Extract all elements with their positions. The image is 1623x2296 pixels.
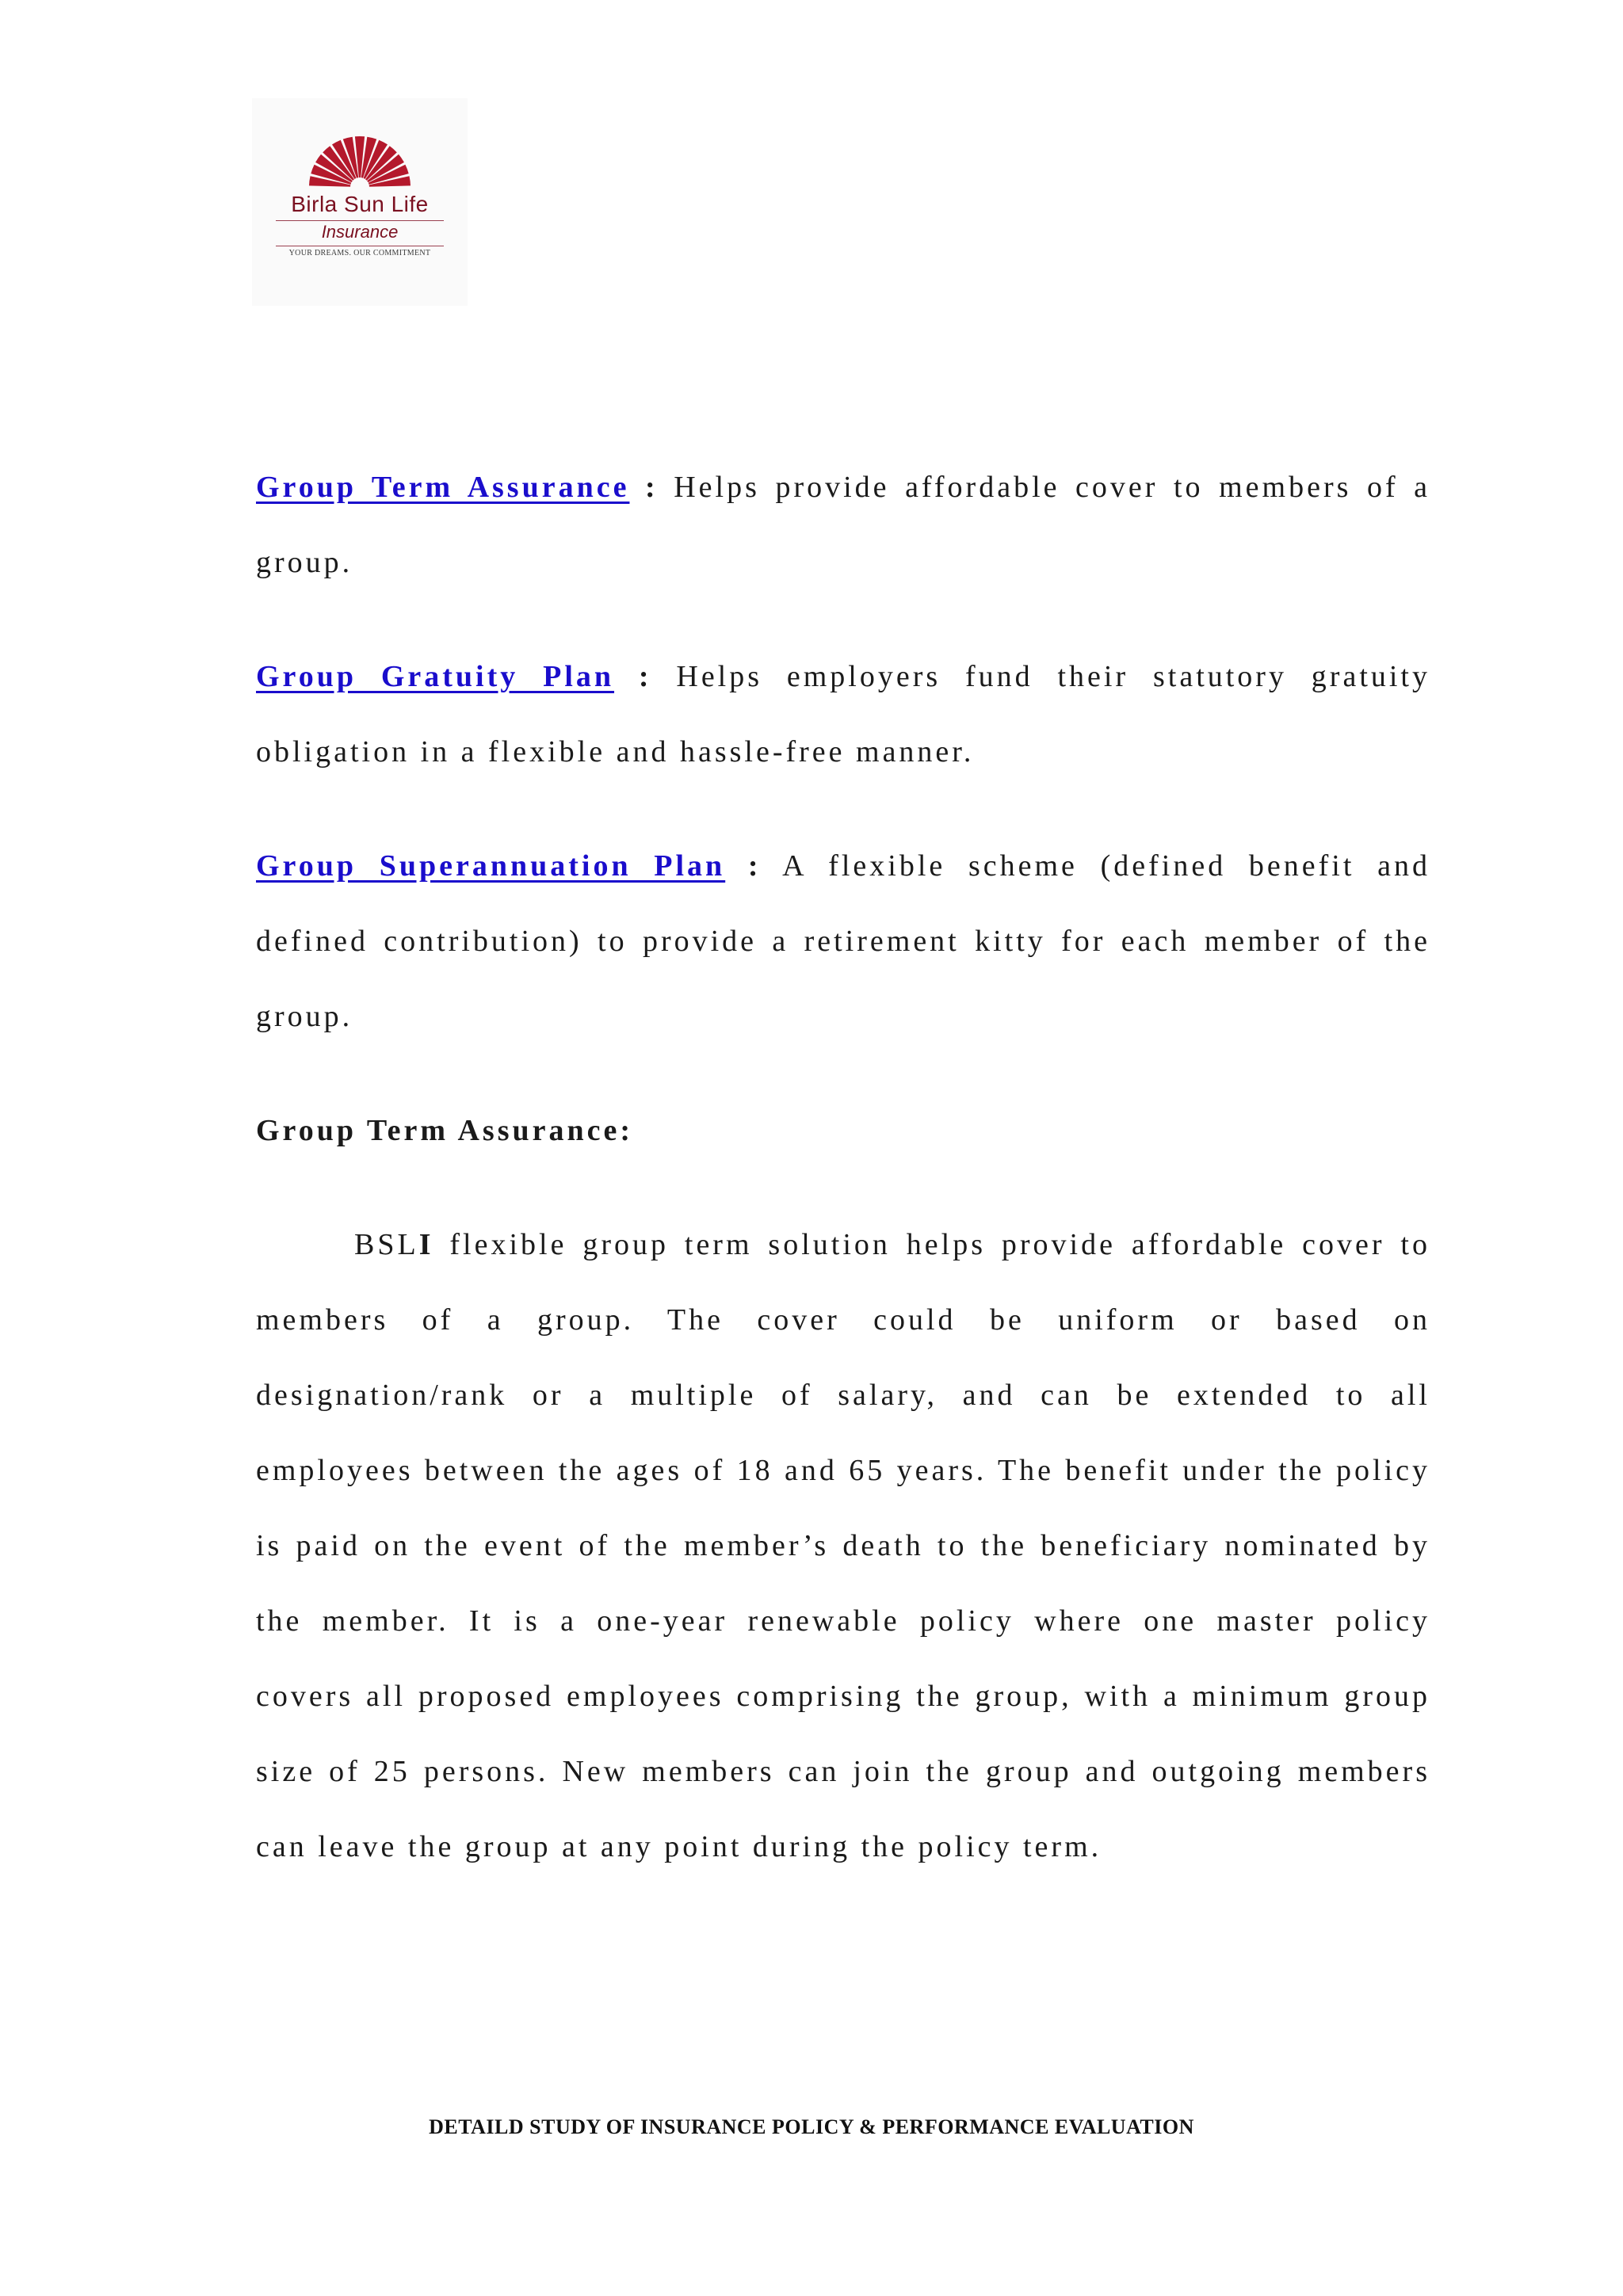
document-body: [256, 450, 1430, 1885]
plan-link-group-superannuation[interactable]: Group Superannuation Plan: [256, 849, 726, 883]
body-text: flexible group term solution helps provide affordable cover to members of a group. The cover could be uniform or based on designation/rank or a multiple of salary, and can be extended to all employees between the ages of 18 and 65 years. The benefit under the policy is paid on the event of the member’s death to the beneficiary nominated by the member. It is a one-year renewable policy where one master policy covers all proposed employees comprising the group, with a minimum group size of 25 persons. New members can join the group and outgoing members can leave the group at any point during the policy term.: [256, 1228, 1430, 1863]
section-heading: Group Term Assurance:: [256, 1114, 634, 1147]
body-bold-letter: I: [418, 1228, 434, 1261]
logo-tagline: YOUR DREAMS. OUR COMMITMENT: [288, 249, 431, 257]
section-body-paragraph: [256, 1207, 1430, 1885]
plan-group-term: [256, 450, 1430, 601]
plan-group-gratuity: [256, 639, 1430, 790]
plan-separator: :: [747, 849, 762, 883]
logo-brand-sub: Insurance: [321, 222, 399, 242]
plan-separator: :: [638, 660, 652, 693]
plan-link-group-term[interactable]: Group Term Assurance: [256, 471, 630, 504]
body-prefix: BSL: [354, 1228, 419, 1261]
logo-divider: [276, 220, 444, 221]
plan-separator: :: [645, 471, 659, 504]
plan-group-superannuation: [256, 829, 1430, 1055]
page-footer: DETAILD STUDY OF INSURANCE POLICY & PERFORMANCE EVALUATION: [429, 2115, 1194, 2138]
rising-sun-icon: [252, 98, 468, 193]
plan-description: A flexible scheme (defined benefit and defined contribution) to provide a retirement kitty for each member of the group.: [256, 849, 1430, 1033]
plan-link-group-gratuity[interactable]: Group Gratuity Plan: [256, 660, 615, 693]
plan-description: Helps provide affordable cover to members of a group.: [256, 471, 1431, 579]
company-logo: [252, 98, 468, 306]
logo-brand-name: Birla Sun Life: [291, 192, 429, 216]
plan-description: Helps employers fund their statutory gratuity obligation in a flexible and hassle-free manner.: [256, 660, 1430, 769]
